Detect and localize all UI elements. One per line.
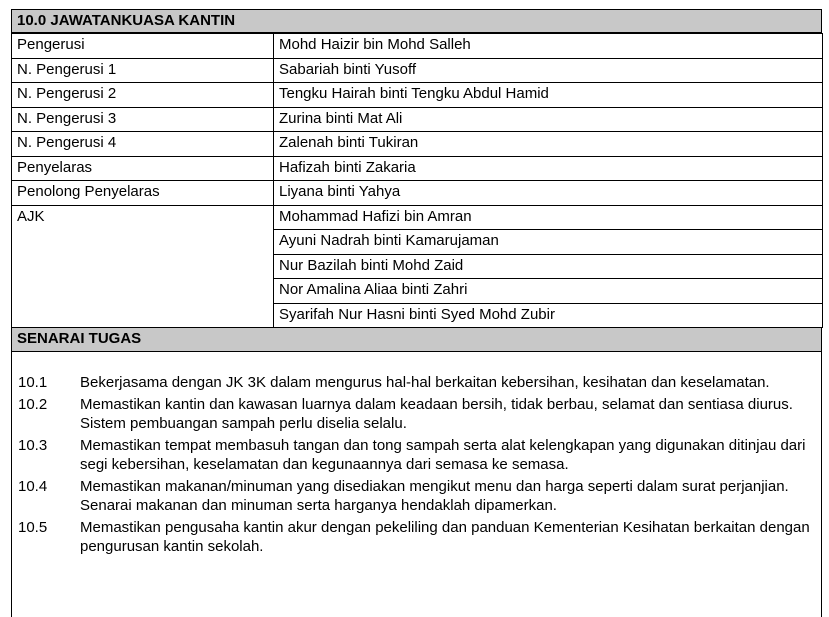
name-cell: Mohd Haizir bin Mohd Salleh bbox=[274, 34, 823, 59]
list-item bbox=[12, 395, 821, 433]
duties-title: SENARAI TUGAS bbox=[11, 328, 822, 352]
name-cell: Ayuni Nadrah binti Kamarujaman bbox=[274, 230, 823, 255]
duty-text: Memastikan kantin dan kawasan luarnya dalam keadaan bersih, tidak berbau, selamat dan sentiasa diurus. Sistem pembuangan sampah perlu diselia selalu. bbox=[80, 396, 793, 432]
duty-number: 10.3 bbox=[18, 437, 48, 454]
duty-number: 10.5 bbox=[18, 519, 48, 536]
role-cell: Penolong Penyelaras bbox=[12, 181, 274, 206]
table-row bbox=[12, 205, 823, 230]
committee-document bbox=[11, 9, 822, 617]
duty-number: 10.1 bbox=[18, 374, 48, 391]
list-item bbox=[12, 477, 821, 515]
list-item bbox=[12, 373, 821, 392]
name-cell: Nor Amalina Aliaa binti Zahri bbox=[274, 279, 823, 304]
table-row bbox=[12, 34, 823, 59]
name-cell: Syarifah Nur Hasni binti Syed Mohd Zubir bbox=[274, 303, 823, 328]
name-cell: Liyana binti Yahya bbox=[274, 181, 823, 206]
table-row bbox=[12, 181, 823, 206]
table-row bbox=[12, 83, 823, 108]
duty-number: 10.4 bbox=[18, 478, 48, 495]
duty-text: Memastikan pengusaha kantin akur dengan pekeliling dan panduan Kementerian Kesihatan berkaitan dengan pengurusan kantin sekolah. bbox=[80, 519, 810, 555]
role-cell: N. Pengerusi 3 bbox=[12, 107, 274, 132]
table-row bbox=[12, 107, 823, 132]
duty-text: Memastikan tempat membasuh tangan dan tong sampah serta alat kelengkapan yang digunakan ditinjau dari segi kebersihan, keselamatan dan kegunaannya dari semasa ke semasa. bbox=[80, 437, 806, 473]
role-cell: N. Pengerusi 2 bbox=[12, 83, 274, 108]
list-item bbox=[12, 518, 821, 556]
duties-list bbox=[11, 352, 822, 617]
role-cell: Pengerusi bbox=[12, 34, 274, 59]
name-cell: Sabariah binti Yusoff bbox=[274, 58, 823, 83]
name-cell: Tengku Hairah binti Tengku Abdul Hamid bbox=[274, 83, 823, 108]
name-cell: Zurina binti Mat Ali bbox=[274, 107, 823, 132]
section-title: 10.0 JAWATANKUASA KANTIN bbox=[11, 9, 822, 33]
duty-text: Bekerjasama dengan JK 3K dalam mengurus hal-hal berkaitan kebersihan, kesihatan dan keselamatan. bbox=[80, 374, 770, 391]
table-row bbox=[12, 132, 823, 157]
role-cell: AJK bbox=[12, 205, 274, 328]
table-row bbox=[12, 156, 823, 181]
role-cell: N. Pengerusi 1 bbox=[12, 58, 274, 83]
table-row bbox=[12, 58, 823, 83]
name-cell: Nur Bazilah binti Mohd Zaid bbox=[274, 254, 823, 279]
committee-table bbox=[11, 33, 823, 328]
list-item bbox=[12, 436, 821, 474]
duty-number: 10.2 bbox=[18, 396, 48, 413]
name-cell: Zalenah binti Tukiran bbox=[274, 132, 823, 157]
role-cell: N. Pengerusi 4 bbox=[12, 132, 274, 157]
role-cell: Penyelaras bbox=[12, 156, 274, 181]
name-cell: Hafizah binti Zakaria bbox=[274, 156, 823, 181]
duty-text: Memastikan makanan/minuman yang disediakan mengikut menu dan harga seperti dalam surat perjanjian. Senarai makanan dan minuman serta harganya hendaklah dipamerkan. bbox=[80, 478, 789, 514]
name-cell: Mohammad Hafizi bin Amran bbox=[274, 205, 823, 230]
